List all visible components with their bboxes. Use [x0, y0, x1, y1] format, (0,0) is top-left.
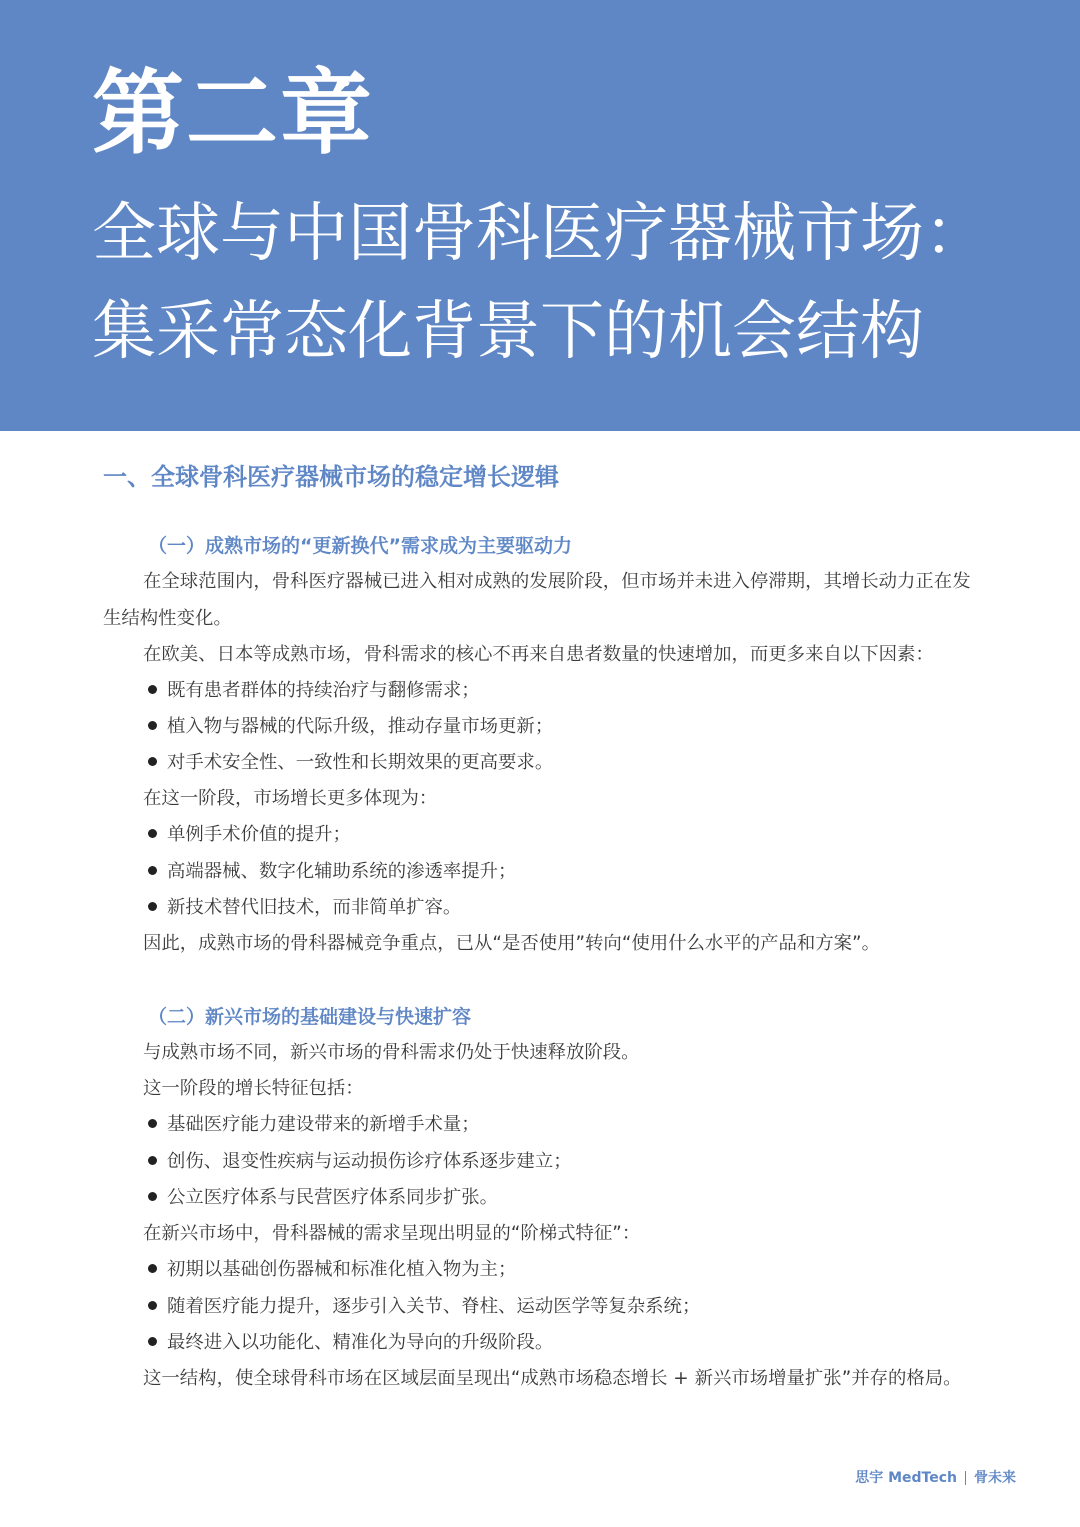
list-item	[148, 749, 553, 777]
bullet-icon	[148, 902, 157, 911]
bullet-icon	[148, 1156, 157, 1165]
list-item	[148, 677, 480, 705]
paragraph: 在新兴市场中，骨科器械的需求呈现出明显的“阶梯式特征”：	[143, 1223, 641, 1244]
list-item	[148, 1293, 700, 1321]
list-item	[148, 894, 461, 922]
list-item	[148, 713, 553, 741]
paragraph: 因此，成熟市场的骨科器械竞争重点，已从“是否使用”转向“使用什么水平的产品和方案”。	[143, 933, 880, 954]
bullet-icon	[148, 1264, 157, 1273]
list-item-text: 高端器械、数字化辅助系统的渗透率提升；	[167, 861, 517, 882]
chapter-header-banner	[0, 0, 1080, 431]
chapter-title-line-2: 集采常态化背景下的机会结构	[92, 295, 924, 369]
bullet-icon	[148, 866, 157, 875]
subsection-heading-2: （二）新兴市场的基础建设与快速扩容	[148, 1006, 472, 1028]
list-item-text: 随着医疗能力提升，逐步引入关节、脊柱、运动医学等复杂系统；	[167, 1296, 701, 1317]
list-item	[148, 858, 516, 886]
list-item	[148, 1111, 480, 1139]
bullet-icon	[148, 757, 157, 766]
list-item-text: 新技术替代旧技术，而非简单扩容。	[167, 897, 462, 918]
list-item-text: 植入物与器械的代际升级，推动存量市场更新；	[167, 716, 554, 737]
footer-divider	[965, 1471, 966, 1485]
bullet-icon	[148, 829, 157, 838]
list-item	[148, 1329, 553, 1357]
paragraph: 在这一阶段，市场增长更多体现为：	[143, 788, 438, 809]
bullet-icon	[148, 721, 157, 730]
list-item-text: 初期以基础创伤器械和标准化植入物为主；	[167, 1259, 517, 1280]
chapter-title-line-1: 全球与中国骨科医疗器械市场：	[92, 197, 988, 271]
list-item-text: 既有患者群体的持续治疗与翻修需求；	[167, 680, 480, 701]
paragraph: 与成熟市场不同，新兴市场的骨科需求仍处于快速释放阶段。	[143, 1042, 640, 1063]
list-item	[148, 1148, 572, 1176]
list-item-text: 对手术安全性、一致性和长期效果的更高要求。	[167, 752, 554, 773]
paragraph: 这一结构，使全球骨科市场在区域层面呈现出“成熟市场稳态增长 + 新兴市场增量扩张”并存的格局。	[143, 1368, 962, 1389]
page-footer	[855, 1466, 1016, 1490]
paragraph: 在欧美、日本等成熟市场，骨科需求的核心不再来自患者数量的快速增加，而更多来自以下因素：	[143, 644, 934, 665]
footer-tagline: 骨未来	[974, 1470, 1016, 1486]
list-item	[148, 821, 351, 849]
chapter-number: 第二章	[92, 60, 375, 167]
list-item-text: 公立医疗体系与民营医疗体系同步扩张。	[167, 1187, 499, 1208]
section-heading-1: 一、全球骨科医疗器械市场的稳定增长逻辑	[103, 463, 559, 491]
footer-brand: 思宇 MedTech	[855, 1470, 957, 1486]
bullet-icon	[148, 685, 157, 694]
list-item	[148, 1256, 516, 1284]
bullet-icon	[148, 1301, 157, 1310]
list-item-text: 创伤、退变性疾病与运动损伤诊疗体系逐步建立；	[167, 1151, 572, 1172]
list-item-text: 基础医疗能力建设带来的新增手术量；	[167, 1114, 480, 1135]
bullet-icon	[148, 1119, 157, 1128]
bullet-icon	[148, 1192, 157, 1201]
paragraph: 在全球范围内，骨科医疗器械已进入相对成熟的发展阶段，但市场并未进入停滞期，其增长动力正在发生结构性变化。	[103, 571, 971, 629]
subsection-heading-1: （一）成熟市场的“更新换代”需求成为主要驱动力	[148, 535, 572, 557]
list-item-text: 单例手术价值的提升；	[167, 824, 351, 845]
list-item	[148, 1184, 498, 1212]
bullet-icon	[148, 1337, 157, 1346]
paragraph: 这一阶段的增长特征包括：	[143, 1078, 364, 1099]
list-item-text: 最终进入以功能化、精准化为导向的升级阶段。	[167, 1332, 554, 1353]
